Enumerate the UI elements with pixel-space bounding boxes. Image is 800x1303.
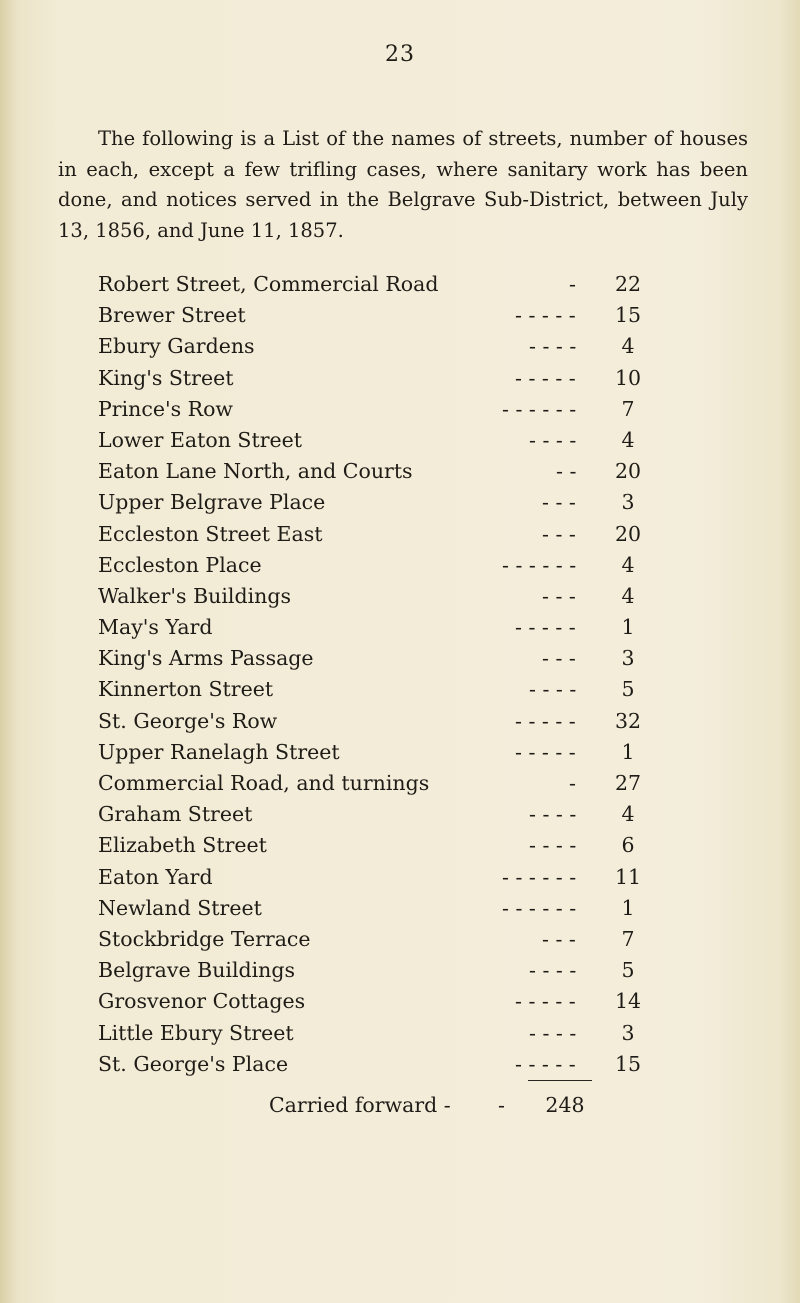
- street-row: [98, 802, 658, 833]
- street-name: Elizabeth Street: [98, 833, 267, 858]
- house-count: 22: [614, 272, 642, 296]
- house-count: 1: [621, 739, 635, 764]
- street-row: [98, 272, 658, 303]
- dot-leader: - - - -: [529, 958, 577, 983]
- dot-leader: - - - - -: [515, 615, 576, 640]
- street-row: [98, 1021, 658, 1052]
- street-row: [98, 366, 658, 397]
- house-count: 1: [621, 615, 635, 640]
- street-row: [98, 927, 658, 958]
- total-rule: [528, 1080, 592, 1081]
- dot-leader: - - - - -: [515, 303, 576, 328]
- house-count: 7: [621, 396, 635, 421]
- dot-leader: - - - - -: [515, 989, 576, 1014]
- house-count: 4: [621, 552, 635, 577]
- house-count: 11: [614, 864, 642, 889]
- street-list: [98, 272, 658, 1083]
- street-name: Lower Eaton Street: [98, 427, 303, 452]
- dot-leader: - - - - - -: [502, 895, 577, 920]
- dot-leader: - - - - -: [515, 365, 576, 390]
- house-count: 7: [621, 926, 635, 951]
- dot-leader: - - - -: [529, 1020, 577, 1045]
- street-name: Upper Belgrave Place: [98, 490, 326, 515]
- dot-leader: - - - -: [529, 334, 577, 359]
- street-row: [98, 958, 658, 989]
- dot-leader: - - - - -: [515, 739, 576, 764]
- dot-leader: -: [569, 771, 576, 795]
- house-count: 14: [614, 989, 642, 1014]
- street-row: [98, 303, 658, 334]
- dot-leader: - - -: [542, 583, 576, 608]
- street-name: Upper Ranelagh Street: [98, 739, 340, 764]
- intro-text: The following is a List of the names of streets, number of houses in each, except a few trifling cases, where sanitary work has been done, and notices served in the Belgrave Sub-District, between July 13, 1856, and June 11, 1857.: [58, 127, 748, 242]
- street-row: [98, 428, 658, 459]
- house-count: 10: [614, 365, 642, 390]
- street-name: Brewer Street: [98, 303, 246, 328]
- street-name: Belgrave Buildings: [98, 958, 296, 983]
- street-name: Grosvenor Cottages: [98, 989, 306, 1014]
- page-number: 23: [385, 42, 415, 67]
- street-row: [98, 584, 658, 615]
- street-row: [98, 553, 658, 584]
- street-name: Little Ebury Street: [98, 1020, 294, 1045]
- street-row: [98, 771, 658, 802]
- street-name: May's Yard: [98, 615, 213, 640]
- house-count: 32: [614, 708, 642, 733]
- street-name: Graham Street: [98, 802, 253, 827]
- street-name: Prince's Row: [98, 396, 233, 421]
- street-row: [98, 896, 658, 927]
- street-name: Robert Street, Commercial Road: [98, 272, 439, 296]
- street-name: Stockbridge Terrace: [98, 926, 311, 951]
- house-count: 20: [614, 521, 642, 546]
- house-count: 3: [621, 1020, 635, 1045]
- dot-leader: - - - - - -: [502, 396, 577, 421]
- house-count: 4: [621, 334, 635, 359]
- intro-paragraph: [58, 124, 748, 246]
- street-row: [98, 615, 658, 646]
- street-name: St. George's Row: [98, 708, 278, 733]
- street-row: [98, 677, 658, 708]
- street-row: [98, 833, 658, 864]
- carried-forward-dash: -: [498, 1093, 505, 1117]
- dot-leader: - - - -: [529, 677, 577, 702]
- street-row: [98, 459, 658, 490]
- street-row: [98, 989, 658, 1020]
- street-row: [98, 1052, 658, 1083]
- dot-leader: - -: [556, 459, 577, 484]
- street-name: St. George's Place: [98, 1051, 289, 1076]
- dot-leader: -: [569, 272, 576, 296]
- dot-leader: - - - - -: [515, 708, 576, 733]
- street-name: Eaton Yard: [98, 864, 213, 889]
- street-name: Kinnerton Street: [98, 677, 274, 702]
- house-count: 4: [621, 427, 635, 452]
- carried-forward-label: Carried forward -: [269, 1093, 451, 1117]
- street-row: [98, 490, 658, 521]
- house-count: 6: [621, 833, 635, 858]
- house-count: 4: [621, 583, 635, 608]
- dot-leader: - - - -: [529, 427, 577, 452]
- street-name: Commercial Road, and turnings: [98, 771, 430, 795]
- carried-forward-total: 248: [545, 1093, 585, 1117]
- dot-leader: - - - - - -: [502, 864, 577, 889]
- dot-leader: - - - - - -: [502, 552, 577, 577]
- house-count: 15: [614, 303, 642, 328]
- street-row: [98, 522, 658, 553]
- street-name: King's Arms Passage: [98, 646, 314, 671]
- house-count: 15: [614, 1051, 642, 1076]
- house-count: 27: [614, 771, 642, 795]
- street-row: [98, 397, 658, 428]
- street-name: Eccleston Street East: [98, 521, 323, 546]
- house-count: 3: [621, 646, 635, 671]
- street-row: [98, 865, 658, 896]
- dot-leader: - - -: [542, 926, 576, 951]
- street-row: [98, 334, 658, 365]
- house-count: 4: [621, 802, 635, 827]
- street-row: [98, 740, 658, 771]
- house-count: 1: [621, 895, 635, 920]
- dot-leader: - - -: [542, 521, 576, 546]
- street-name: Eaton Lane North, and Courts: [98, 459, 413, 484]
- house-count: 5: [621, 677, 635, 702]
- street-name: Newland Street: [98, 895, 262, 920]
- house-count: 20: [614, 459, 642, 484]
- dot-leader: - - - - -: [515, 1051, 576, 1076]
- dot-leader: - - - -: [529, 802, 577, 827]
- street-row: [98, 709, 658, 740]
- dot-leader: - - -: [542, 646, 576, 671]
- house-count: 3: [621, 490, 635, 515]
- street-row: [98, 646, 658, 677]
- house-count: 5: [621, 958, 635, 983]
- dot-leader: - - -: [542, 490, 576, 515]
- street-name: Eccleston Place: [98, 552, 262, 577]
- street-name: Walker's Buildings: [98, 583, 291, 608]
- dot-leader: - - - -: [529, 833, 577, 858]
- street-name: King's Street: [98, 365, 234, 390]
- street-name: Ebury Gardens: [98, 334, 255, 359]
